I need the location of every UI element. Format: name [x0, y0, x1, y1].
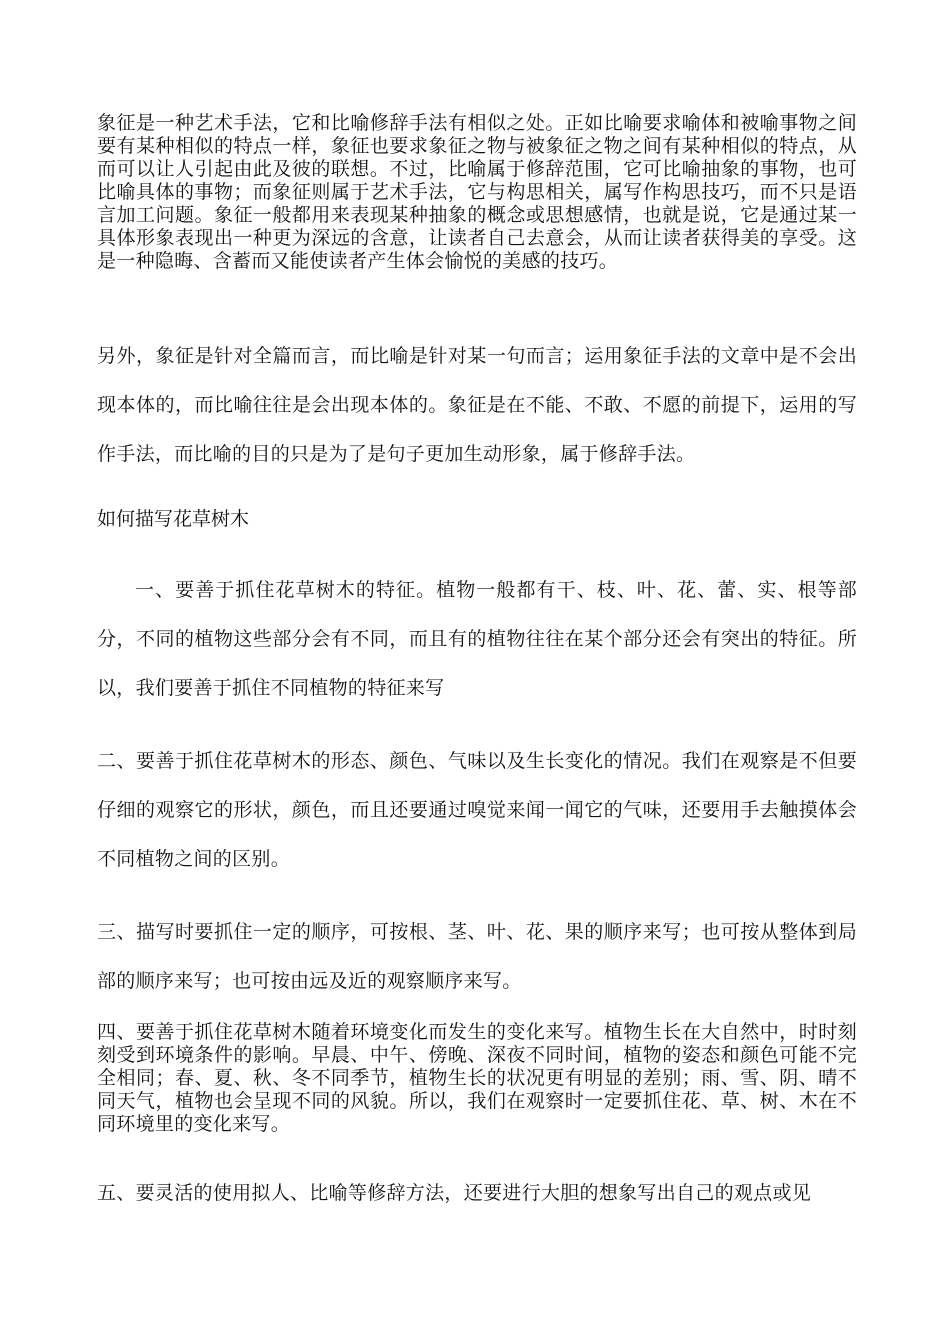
- paragraph-symbolism-intro: 象征是一种艺术手法，它和比喻修辞手法有相似之处。正如比喻要求喻体和被喻事物之间要有某种相似的特点一样，象征也要求象征之物与被象征之物之间有某种相似的特点，从而可以让人引起由此及彼的联想。不过，比喻属于修辞范围，它可比喻抽象的事物，也可比喻具体的事物；而象征则属于艺术手法，它与构思相关，属写作构思技巧，而不只是语言加工问题。象征一般都用来表现某种抽象的概念或思想感情，也就是说，它是通过某一具体形象表现出一种更为深远的含意，让读者自己去意会，从而让读者获得美的享受。这是一种隐晦、含蓄而又能使读者产生体会愉悦的美感的技巧。: [97, 112, 857, 272]
- paragraph-point-one: 一、要善于抓住花草树木的特征。植物一般都有干、枝、叶、花、蕾、实、根等部分，不同的植物这些部分会有不同，而且有的植物往往在某个部分还会有突出的特征。所以，我们要善于抓住不同植物的特征来写: [97, 579, 857, 699]
- paragraph-point-two: 二、要善于抓住花草树木的形态、颜色、气味以及生长变化的情况。我们在观察是不但要仔细的观察它的形状，颜色，而且还要通过嗅觉来闻一闻它的气味，还要用手去触摸体会不同植物之间的区别。: [97, 750, 857, 870]
- section-heading-plants: 如何描写花草树木: [97, 508, 250, 530]
- paragraph-point-three: 三、描写时要抓住一定的顺序，可按根、茎、叶、花、果的顺序来写；也可按从整体到局部的顺序来写；也可按由远及近的观察顺序来写。: [97, 921, 857, 992]
- paragraph-point-five: 五、要灵活的使用拟人、比喻等修辞方法，还要进行大胆的想象写出自己的观点或见: [97, 1182, 812, 1204]
- paragraph-point-four: 四、要善于抓住花草树木随着环境变化而发生的变化来写。植物生长在大自然中，时时刻刻受到环境条件的影响。早晨、中午、傍晚、深夜不同时间，植物的姿态和颜色可能不完全相同；春、夏、秋、冬不同季节，植物生长的状况更有明显的差别；雨、雪、阴、晴不同天气，植物也会呈现不同的风貌。所以，我们在观察时一定要抓住花、草、树、木在不同环境里的变化来写。: [97, 1021, 857, 1135]
- paragraph-symbolism-vs-metaphor: 另外，象征是针对全篇而言，而比喻是针对某一句而言；运用象征手法的文章中是不会出现本体的，而比喻往往是会出现本体的。象征是在不能、不敢、不愿的前提下，运用的写作手法，而比喻的目的只是为了是句子更加生动形象，属于修辞手法。: [97, 345, 857, 465]
